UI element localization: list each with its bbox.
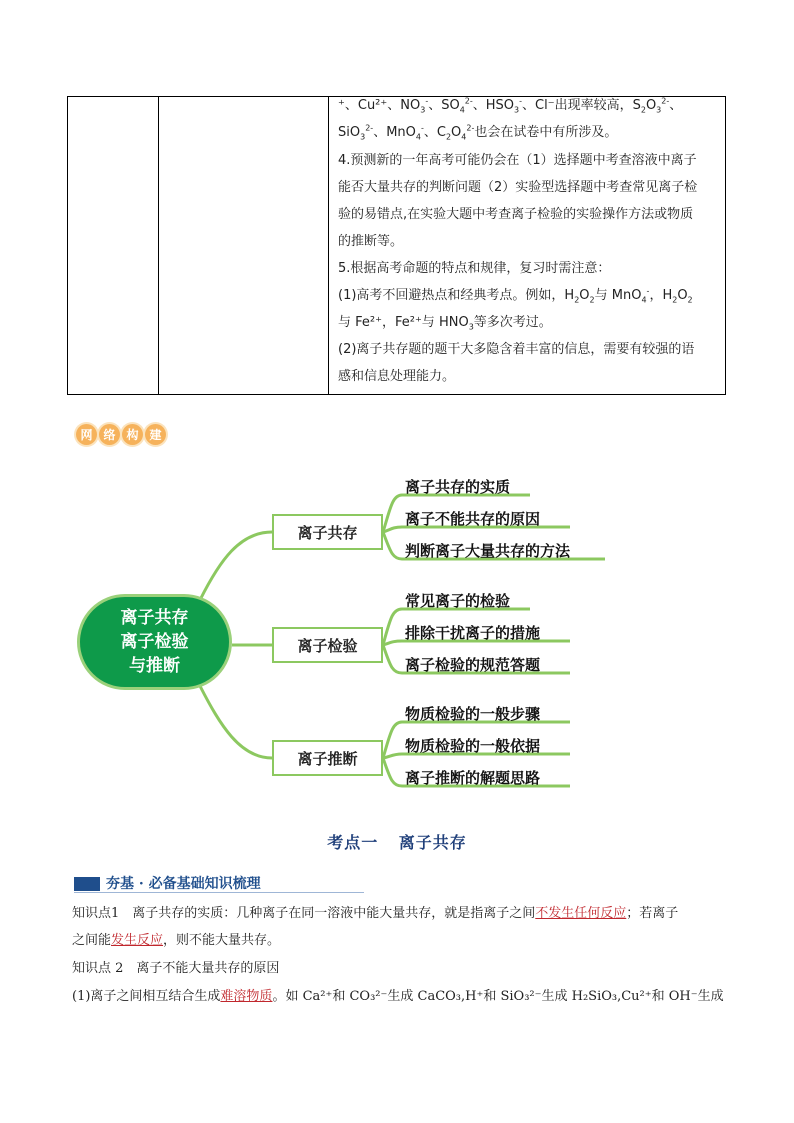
mindmap-leaf: 排除干扰离子的措施	[405, 624, 541, 642]
mindmap-center	[77, 594, 232, 690]
table-line: ⁺、Cu²⁺、$NO_3^-$、$SO_4^{2-}$、$HSO_3^-$、Cl⁻出现率较高，$S_2O_3^{2-}$、	[338, 96, 683, 115]
knowledge-point-1-cont	[72, 933, 280, 949]
badge-char: 网	[76, 424, 97, 445]
highlight: 不发生任何反应	[535, 906, 627, 921]
mindmap-leaf: 离子不能共存的原因	[405, 510, 541, 528]
badge-char: 络	[99, 424, 120, 445]
table-line: 能否大量共存的判断问题（2）实验型选择题中考查常见离子检	[338, 180, 698, 195]
highlight: 发生反应	[111, 933, 164, 948]
mindmap-leaf: 物质检验的一般依据	[405, 737, 541, 755]
mindmap-leaf: 离子检验的规范答题	[405, 656, 541, 674]
knowledge-point-1	[72, 906, 678, 922]
knowledge-point-2: 知识点 2 离子不能大量共存的原因	[72, 961, 280, 976]
highlight: 难溶物质	[220, 989, 273, 1004]
text: 知识点1 离子共存的实质：几种离子在同一溶液中能大量共存，就是指离子之间	[72, 906, 536, 921]
table-line: 与 Fe²⁺，Fe²⁺与 $HNO_3$等多次考过。	[338, 315, 552, 332]
mindmap-leaf: 物质检验的一般步骤	[405, 705, 541, 723]
branch-ion-coexistence: 离子共存	[272, 514, 383, 550]
mindmap-leaf: 常见离子的检验	[405, 592, 511, 610]
text: (1)离子之间相互结合生成	[72, 989, 221, 1004]
table-line: 的推断等。	[338, 234, 404, 249]
mindmap-leaf: 判断离子大量共存的方法	[405, 542, 571, 560]
table-line: 5.根据高考命题的特点和规律，复习时需注意：	[338, 261, 611, 276]
branch-ion-inference: 离子推断	[272, 740, 383, 776]
badge-char: 构	[122, 424, 143, 445]
table-line: 验的易错点,在实验大题中考查离子检验的实验操作方法或物质	[338, 207, 694, 222]
mindmap-leaf: 离子共存的实质	[405, 478, 511, 496]
section-title: 考点一 离子共存	[327, 833, 467, 852]
badge-char: 建	[145, 424, 166, 445]
table-line: 4.预测新的一年高考可能仍会在（1）选择题中考查溶液中离子	[338, 153, 697, 168]
text: 。如 Ca²⁺和 CO₃²⁻生成 CaCO₃,H⁺和 SiO₃²⁻生成 H₂SiO₃,Cu²⁺和 OH⁻生成	[272, 989, 724, 1004]
center-line: 与推断	[129, 656, 180, 676]
table-line: (1)高考不回避热点和经典考点。例如，$H_2O_2$与 MnO$_4$-，$H_2O_2$	[338, 286, 693, 305]
banner-bar	[74, 877, 100, 891]
mindmap-leaf: 离子推断的解题思路	[405, 769, 541, 787]
knowledge-point-2-item-1	[72, 989, 724, 1005]
branch-ion-detection: 离子检验	[272, 627, 383, 663]
text: ，则不能大量共存。	[163, 933, 281, 948]
table-line: SiO$_3^{2-}$、MnO$_4$-、$C_2O_4^{2-}$也会在试卷中有所涉及。	[338, 123, 618, 142]
text: ；若离子	[626, 906, 679, 921]
table-line: (2)离子共存题的题干大多隐含着丰富的信息，需要有较强的语	[338, 342, 695, 357]
text: 之间能	[72, 933, 112, 948]
banner-underline	[74, 892, 364, 893]
center-line: 离子检验	[120, 632, 189, 652]
table-line: 感和信息处理能力。	[338, 369, 456, 384]
center-line: 离子共存	[120, 608, 189, 628]
section-banner	[74, 873, 364, 893]
banner-text: 夯基 · 必备基础知识梳理	[106, 876, 261, 892]
